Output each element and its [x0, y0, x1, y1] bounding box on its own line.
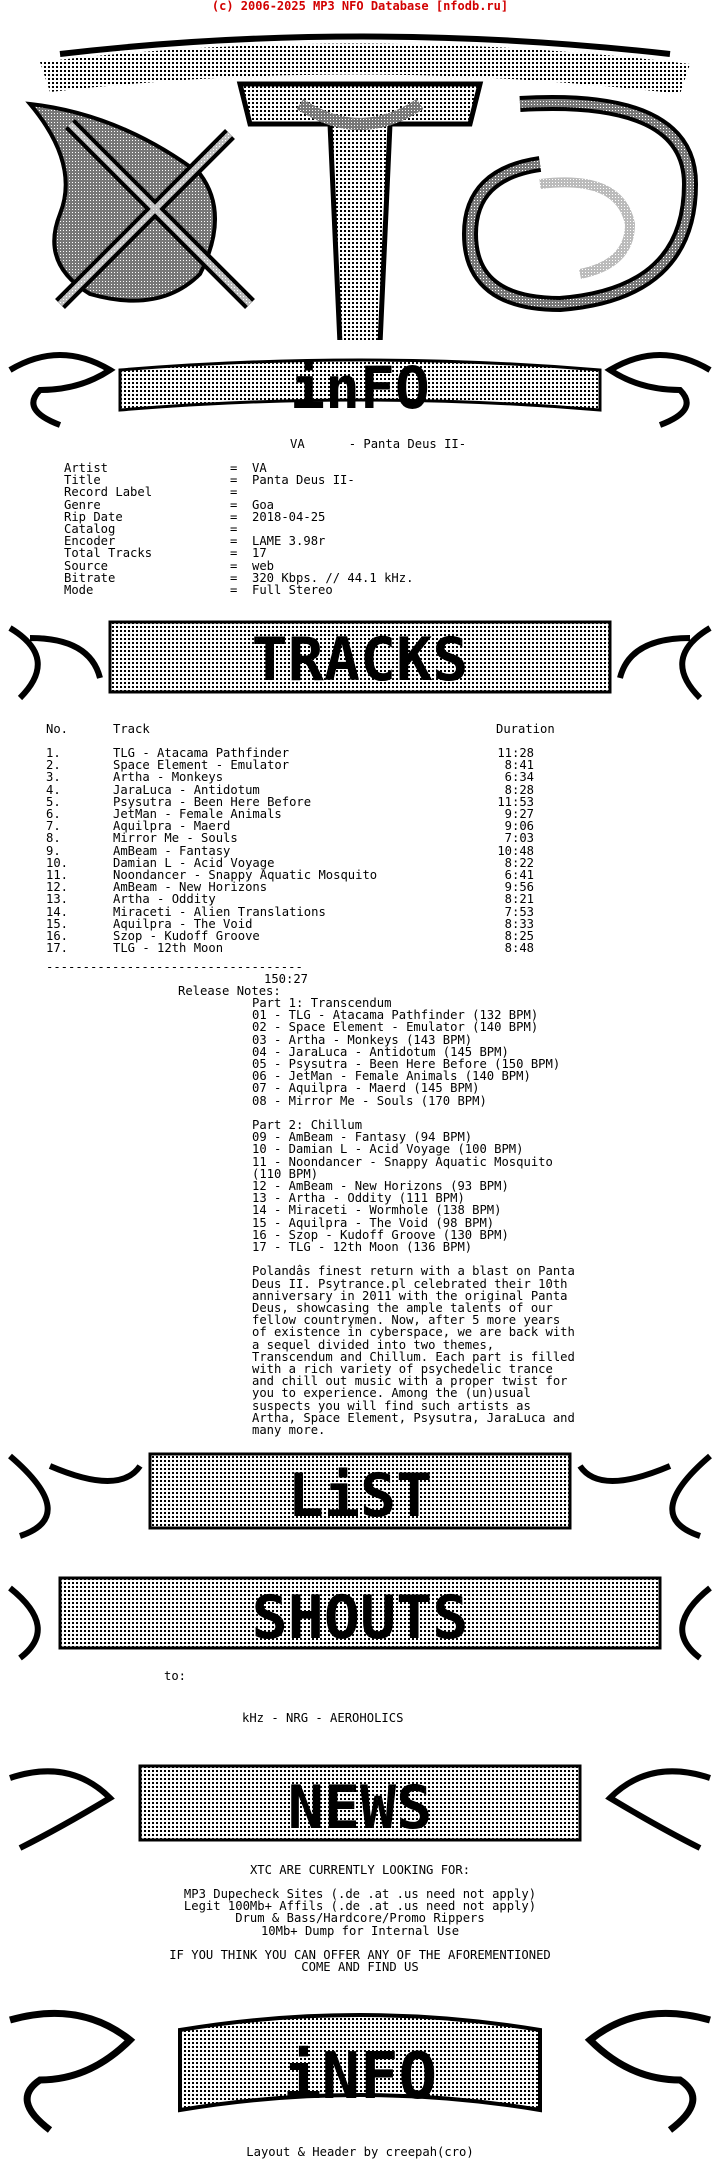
release-note-line: 16 - Szop - Kudoff Groove (130 BPM)	[252, 1227, 509, 1242]
release-note-line: 06 - JetMan - Female Animals (140 BPM)	[252, 1069, 531, 1084]
field-equals: =	[230, 534, 238, 549]
track-number: 17.	[46, 941, 69, 956]
track-number: 8.	[46, 831, 61, 846]
svg-text:iNFO: iNFO	[282, 2040, 438, 2114]
track-number: 16.	[46, 929, 69, 943]
field-label: Title	[64, 473, 101, 488]
field-value: web	[252, 558, 275, 573]
release-notes-label: Release Notes:	[178, 984, 281, 998]
offer-line: IF YOU THINK YOU CAN OFFER ANY OF THE AFOREMENTIONED	[169, 1948, 551, 1962]
track-title: Szop - Kudoff Groove	[113, 929, 260, 943]
field-label: Catalog	[64, 522, 116, 536]
col-header-no: No.	[46, 722, 69, 736]
news-banner-art	[0, 1738, 720, 1858]
shouts-names: kHz - NRG - AEROHOLICS	[242, 1711, 404, 1725]
track-number: 5.	[46, 794, 61, 809]
track-duration: 9:06	[504, 819, 534, 834]
track-title: Noondancer - Snappy Aquatic Mosquito	[113, 868, 378, 882]
track-duration: 8:22	[504, 855, 534, 870]
release-note-line: Polandâs finest return with a blast on Panta	[252, 1264, 575, 1279]
shouts-to-label: to:	[164, 1669, 187, 1683]
release-note-line: 08 - Mirror Me - Souls (170 BPM)	[252, 1093, 487, 1108]
release-note-line: 17 - TLG - 12th Moon (136 BPM)	[252, 1240, 473, 1254]
release-note-line: 03 - Artha - Monkeys (143 BPM)	[252, 1032, 473, 1047]
news-line: Legit 100Mb+ Affils (.de .at .us need not apply)	[183, 1899, 537, 1914]
release-note-line: Transcendum and Chillum. Each part is filled	[252, 1349, 575, 1364]
offer-line: COME AND FIND US	[301, 1960, 419, 1975]
field-label: Encoder	[64, 534, 116, 549]
release-note-line: Artha, Space Element, Psysutra, JaraLuca and	[252, 1410, 575, 1425]
field-label: Genre	[64, 497, 101, 512]
track-title: Space Element - Emulator	[113, 758, 290, 773]
shouts-banner-art	[0, 1558, 720, 1668]
track-duration: 6:34	[504, 770, 534, 785]
release-note-line: 02 - Space Element - Emulator (140 BPM)	[252, 1020, 539, 1035]
track-title: Mirror Me - Souls	[113, 831, 238, 846]
release-note-line: a sequel divided into two themes,	[252, 1337, 495, 1352]
track-number: 4.	[46, 782, 61, 797]
track-number: 14.	[46, 904, 69, 919]
track-duration: 8:28	[504, 782, 534, 797]
info-banner-art	[0, 330, 720, 430]
track-title: AmBeam - Fantasy	[113, 843, 231, 858]
release-note-line: you to experience. Among the (un)usual	[252, 1386, 531, 1401]
track-number: 6.	[46, 807, 61, 821]
release-note-line: 11 - Noondancer - Snappy Aquatic Mosquito	[252, 1154, 553, 1169]
track-title: TLG - 12th Moon	[113, 941, 224, 956]
release-note-line: many more.	[252, 1423, 326, 1437]
xtc-logo-art	[0, 14, 720, 340]
news-heading: XTC ARE CURRENTLY LOOKING FOR:	[249, 1863, 471, 1877]
track-title: AmBeam - New Horizons	[113, 880, 268, 895]
track-duration: 10:48	[497, 843, 534, 858]
track-title: Damian L - Acid Voyage	[113, 855, 275, 870]
track-duration: 8:41	[504, 758, 534, 773]
track-title: Aquilpra - The Void	[113, 916, 253, 931]
field-value: LAME 3.98r	[252, 534, 326, 549]
track-duration: 7:53	[504, 904, 534, 919]
track-number: 1.	[46, 746, 61, 760]
track-number: 9.	[46, 843, 61, 858]
track-title: JaraLuca - Antidotum	[113, 782, 260, 797]
release-note-line: 10 - Damian L - Acid Voyage (100 BPM)	[252, 1142, 524, 1157]
track-title: TLG - Atacama Pathfinder	[113, 746, 290, 760]
field-equals: =	[230, 461, 238, 475]
track-number: 12.	[46, 880, 69, 895]
track-duration: 6:41	[504, 868, 534, 882]
track-number: 10.	[46, 855, 69, 870]
track-duration: 9:27	[504, 807, 534, 821]
track-duration: 11:28	[497, 746, 534, 760]
tracks-banner-art	[0, 598, 720, 716]
release-note-line: 05 - Psysutra - Been Here Before (150 BPM)	[252, 1057, 561, 1071]
field-label: Source	[64, 558, 109, 573]
track-title: Psysutra - Been Here Before	[113, 794, 312, 809]
field-label: Record Label	[64, 485, 153, 500]
release-note-line: 04 - JaraLuca - Antidotum (145 BPM)	[252, 1044, 509, 1059]
release-note-line: of existence in cyberspace, we are back with	[252, 1325, 575, 1340]
track-title: Aquilpra - Maerd	[113, 819, 231, 834]
footer-art	[0, 1990, 720, 2140]
svg-text:TRACKS: TRACKS	[251, 625, 469, 695]
release-note-line: 14 - Miraceti - Wormhole (138 BPM)	[252, 1203, 502, 1218]
track-title: Miraceti - Alien Translations	[113, 904, 326, 919]
release-note-line: Deus II. Psytrance.pl celebrated their 10th	[252, 1276, 568, 1291]
field-equals: =	[230, 570, 238, 585]
col-header-duration: Duration	[496, 722, 555, 736]
news-line: 10Mb+ Dump for Internal Use	[260, 1923, 460, 1938]
field-equals: =	[230, 485, 238, 500]
news-line: MP3 Dupecheck Sites (.de .at .us need not apply)	[183, 1887, 537, 1901]
copyright-line: (c) 2006-2025 MP3 NFO Database [nfodb.ru]	[211, 0, 509, 13]
total-duration: 150:27	[264, 972, 309, 986]
field-equals: =	[230, 583, 238, 597]
field-value: VA	[252, 461, 267, 475]
release-note-line: Part 1: Transcendum	[252, 996, 392, 1010]
release-note-line: with a rich variety of psychedelic trance	[252, 1362, 553, 1376]
svg-text:inFO: inFO	[290, 354, 430, 422]
track-title: JetMan - Female Animals	[113, 807, 282, 821]
release-note-line: Deus, showcasing the ample talents of our	[252, 1301, 553, 1315]
field-equals: =	[230, 522, 238, 536]
release-note-line: 09 - AmBeam - Fantasy (94 BPM)	[252, 1130, 473, 1145]
release-note-line: (110 BPM)	[252, 1166, 319, 1181]
release-note-line: fellow countrymen. Now, after 5 more years	[252, 1313, 561, 1328]
field-label: Bitrate	[64, 570, 116, 585]
field-value: Panta Deus II-	[252, 473, 355, 488]
col-header-track: Track	[113, 722, 150, 736]
field-value: Full Stereo	[252, 583, 333, 597]
news-line: Drum & Bass/Hardcore/Promo Rippers	[235, 1911, 485, 1926]
field-value: 320 Kbps. // 44.1 kHz.	[252, 570, 414, 585]
field-label: Total Tracks	[64, 546, 153, 561]
track-title: Artha - Oddity	[113, 892, 216, 907]
track-number: 2.	[46, 758, 61, 773]
track-number: 11.	[46, 868, 69, 882]
track-number: 13.	[46, 892, 69, 907]
release-note-line: 12 - AmBeam - New Horizons (93 BPM)	[252, 1179, 509, 1193]
release-note-line: Part 2: Chillum	[252, 1118, 363, 1132]
track-duration: 8:48	[504, 941, 534, 956]
track-duration: 11:53	[497, 794, 534, 809]
release-note-line: suspects you will find such artists as	[252, 1398, 531, 1413]
release-note-line: anniversary in 2011 with the original Panta	[252, 1288, 568, 1303]
list-banner-art	[0, 1436, 720, 1546]
release-title-line: VA - Panta Deus II-	[290, 437, 467, 451]
footer-credit: Layout & Header by creepah(cro)	[246, 2145, 474, 2159]
track-number: 3.	[46, 770, 61, 785]
svg-text:NEWS: NEWS	[287, 1773, 433, 1843]
field-equals: =	[230, 497, 238, 512]
field-value: 2018-04-25	[252, 509, 326, 524]
track-duration: 9:56	[504, 880, 534, 895]
field-equals: =	[230, 509, 238, 524]
release-note-line: 01 - TLG - Atacama Pathfinder (132 BPM)	[252, 1008, 539, 1023]
track-separator: -----------------------------------	[46, 960, 303, 974]
field-label: Artist	[64, 461, 109, 475]
track-duration: 8:25	[504, 929, 534, 943]
track-title: Artha - Monkeys	[113, 770, 224, 785]
release-note-line: and chill out music with a proper twist for	[252, 1374, 568, 1389]
track-duration: 8:33	[504, 916, 534, 931]
field-value: 17	[252, 546, 267, 561]
field-label: Rip Date	[64, 509, 123, 524]
field-value: Goa	[252, 497, 275, 512]
track-duration: 8:21	[504, 892, 534, 907]
track-number: 15.	[46, 916, 69, 931]
field-label: Mode	[64, 583, 94, 597]
field-equals: =	[230, 558, 238, 573]
svg-text:SHOUTS: SHOUTS	[251, 1583, 469, 1653]
release-note-line: 07 - Aquilpra - Maerd (145 BPM)	[252, 1081, 480, 1096]
track-number: 7.	[46, 819, 61, 834]
field-equals: =	[230, 473, 238, 488]
svg-text:LiST: LiST	[287, 1461, 433, 1531]
field-equals: =	[230, 546, 238, 561]
release-note-line: 13 - Artha - Oddity (111 BPM)	[252, 1191, 465, 1206]
track-duration: 7:03	[504, 831, 534, 846]
release-note-line: 15 - Aquilpra - The Void (98 BPM)	[252, 1215, 495, 1230]
